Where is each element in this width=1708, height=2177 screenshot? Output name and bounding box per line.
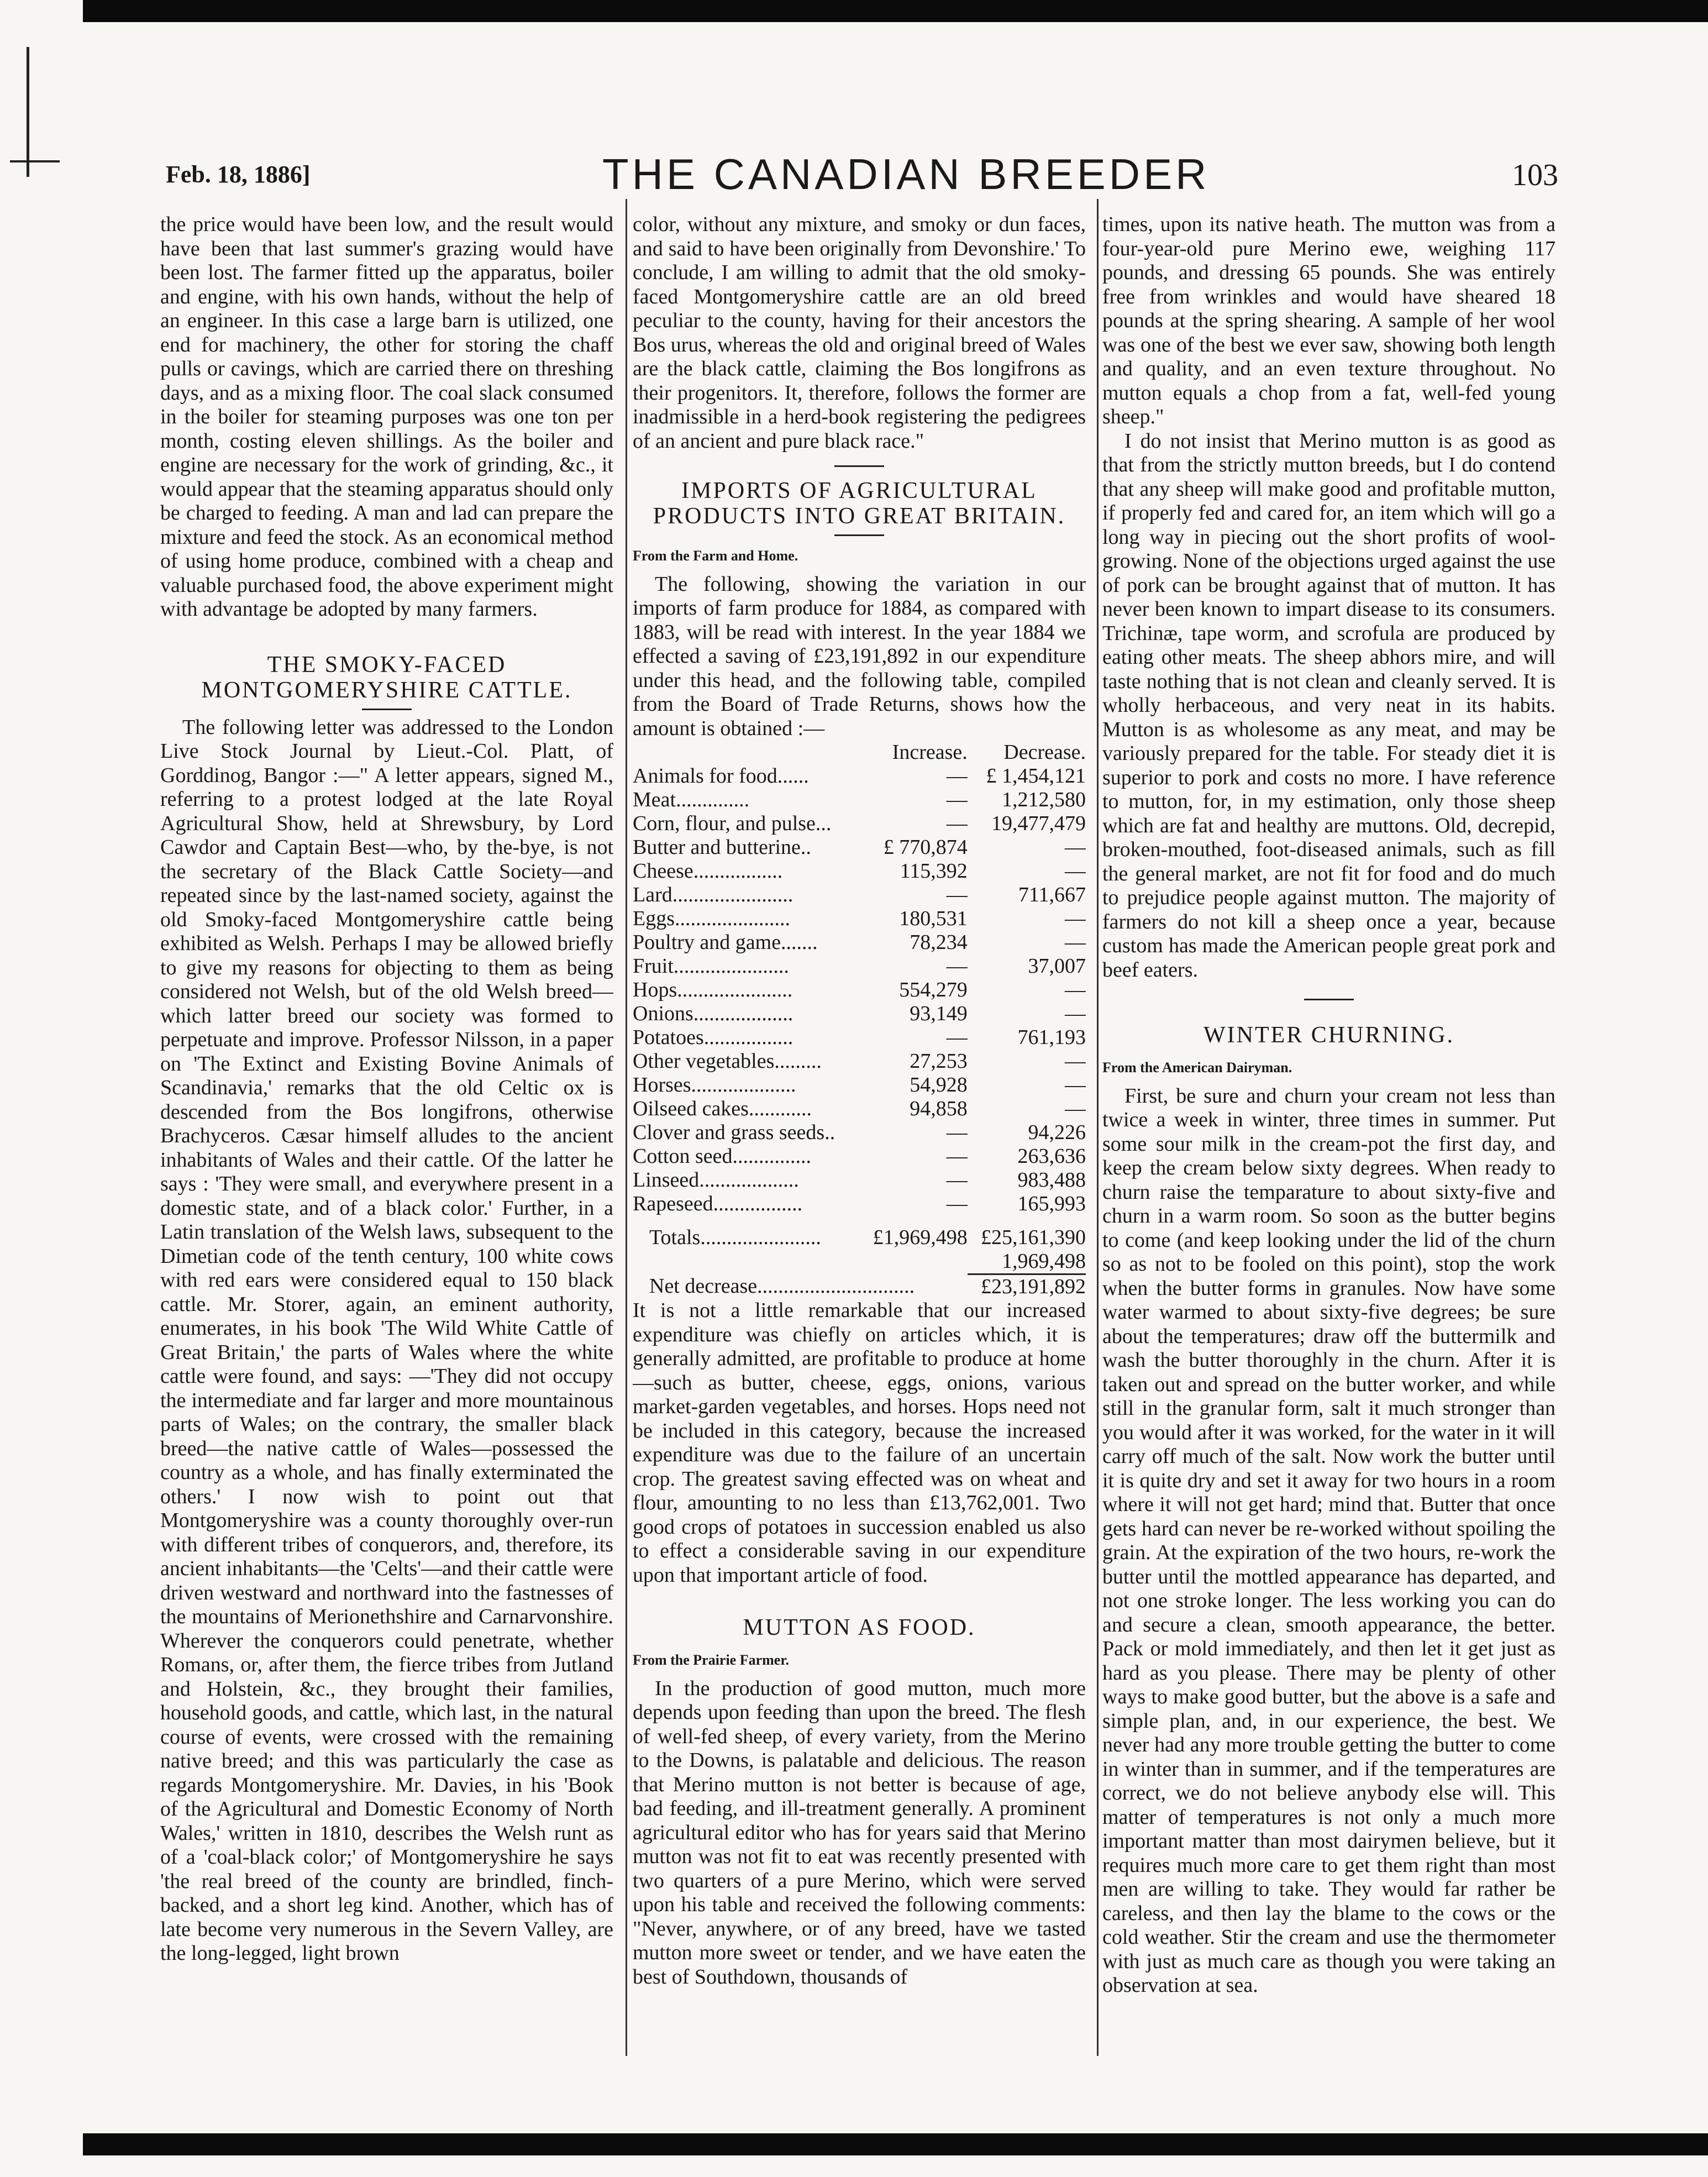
table-row	[633, 1145, 1086, 1168]
article-headline: THE SMOKY-FACED MONTGOMERYSHIRE CATTLE.	[201, 652, 572, 703]
divider	[362, 709, 412, 710]
table-cell-item: Meat..............	[633, 788, 750, 811]
paragraph: In the production of good mutton, much more depends upon feeding than upon the breed. The flesh of well-fed sheep, of every variety, from the Merino to the Downs, is palatable and delicious. The reason that Merino mutton is not better is because of age, bad feeding, and ill-treatment generally. A prominent agricultural editor who has for years said that Merino mutton was not fit to eat was recently presented with two quarters of a pure Merino, which were served upon his table and received the following comments: "Never, anywhere, or of any breed, have we tasted mutton more sweet or tender, and we have eaten the best of Southdown, thousands of	[633, 1676, 1086, 1989]
column-divider	[626, 199, 627, 2056]
table-cell-increase: —	[946, 1026, 968, 1049]
table-cell-increase: —	[946, 1145, 968, 1168]
table-cell-increase: —	[946, 883, 968, 906]
table-row	[633, 907, 1086, 931]
table-row	[633, 1121, 1086, 1145]
table-row	[633, 812, 1086, 836]
table-cell-item: Corn, flour, and pulse...	[633, 812, 832, 835]
net-value: £23,191,892	[981, 1275, 1086, 1298]
paragraph: The following letter was addressed to the London Live Stock Journal by Lieut.-Col. Platt, of Gorddinog, Bangor :—" A letter appears, signed M., referring to a protest lodged at the late Royal Agricultural Show, held at Shrewsbury, by Lord Cawdor and Captain Best—who, by the-bye, is not the secretary of the Black Cattle Society—and repeated since by the last-named society, against the old Smoky-faced Montgomeryshire cattle being exhibited as Welsh. Perhaps I may be allowed briefly to give my reasons for objecting to them as being considered not Welsh, but of the old Welsh breed—which latter breed our society was formed to perpetuate and improve. Professor Nilsson, in a paper on 'The Extinct and Existing Bovine Animals of Scandinavia,' remarks that the old Celtic ox is descended from the Bos longifrons, otherwise Brachyceros. Cæsar himself alludes to the ancient inhabitants of Wales and their cattle. Of the latter he says : 'They were small, and everywhere present in a domestic state, and of a black color.' Further, in a Latin translation of the Welsh laws, subsequent to the Dimetian code of the tenth century, 100 white cows with red ears were considered equal to 150 black cattle. Mr. Storer, again, an eminent authority, enumerates, in his book 'The Wild White Cattle of Great Britain,' the parts of Wales where the white cattle were found, and says: —'They did not occupy the intermediate and far larger and more mountainous parts of Wales; on the contrary, the smaller black breed—the native cattle of Wales—possessed the country as a whole, and has finally exterminated the others.' I now wish to point out that Montgomeryshire was a county thoroughly over-run with different tribes of conquerors, and, therefore, its ancient inhabitants—the 'Celts'—and their cattle were driven westward and northward into the fastnesses of the mountains of Merionethshire and Carnarvonshire. Wherever the conquerors could penetrate, whether Romans, or, after them, the fierce tribes from Jutland and Holstein, &c., they brought their families, household goods, and cattle, which last, in the natural course of events, were crossed with the remaining native breed; and this was particularly the case as regards Montgomeryshire. Mr. Davies, in his 'Book of the Agricultural and Domestic Economy of North Wales,' written in 1810, describes the Welsh runt as of a 'coal-black color;' of Montgomeryshire he says 'the real breed of the county are brindled, finch-backed, and a short leg kind. Another, which has of late become very numerous in the Severn Valley, are the long-legged, light brown	[160, 715, 613, 1965]
table-cell-item: Fruit......................	[633, 954, 789, 978]
divider	[834, 534, 884, 536]
table-cell-decrease: 37,007	[1028, 954, 1086, 978]
table-row	[633, 931, 1086, 954]
table-cell-decrease: 761,193	[1017, 1026, 1086, 1049]
table-cell-increase: 78,234	[910, 931, 968, 954]
table-cell-decrease: £ 1,454,121	[986, 764, 1086, 788]
masthead-title: THE CANADIAN BREEDER	[602, 150, 1210, 198]
table-cell-increase: —	[946, 1192, 968, 1215]
table-row	[633, 1073, 1086, 1097]
table-cell-item: Poultry and game.......	[633, 931, 818, 954]
table-row	[633, 1192, 1086, 1216]
table-header: Decrease.	[1003, 741, 1086, 764]
table-cell-increase: 27,253	[910, 1050, 968, 1073]
table-cell-decrease: —	[1065, 1050, 1086, 1073]
column-1	[160, 213, 613, 2059]
table-cell-decrease: —	[1065, 1002, 1086, 1025]
table-cell-decrease: 165,993	[1017, 1192, 1086, 1215]
table-cell-increase: —	[946, 764, 968, 788]
article-headline: MUTTON AS FOOD.	[743, 1615, 976, 1640]
table-cell-item: Eggs......................	[633, 907, 790, 930]
column-3	[1102, 213, 1555, 2059]
paragraph: the price would have been low, and the result would have been that last summer's grazing would have been lost. The farmer fitted up the apparatus, boiler and engine, with his own hands, without the help of an engineer. In this case a large barn is utilized, one end for machinery, the other for storing the chaff pulls or cavings, which are carried there on threshing days, and as a mixing floor. The coal slack consumed in the boiler for steaming purposes was one ton per month, costing eleven shillings. As the boiler and engine are necessary for the work of grinding, &c., it would appear that the steaming apparatus should only be charged to feeding. A man and lad can prepare the mixture and feed the stock. As an economical method of using home produce, combined with a cheap and valuable purchased food, the above experiment might with advantage be adopted by many farmers.	[160, 213, 613, 621]
article-source: From the Farm and Home.	[633, 548, 798, 564]
table-cell-item: Hops......................	[633, 978, 793, 1001]
table-row	[633, 859, 1086, 883]
table-cell-decrease: —	[1065, 859, 1086, 883]
table-cell-decrease: —	[1065, 1073, 1086, 1097]
table-cell-increase: —	[946, 954, 968, 978]
table-row	[633, 1050, 1086, 1073]
column-2	[633, 213, 1086, 2059]
table-cell-item: Butter and butterine..	[633, 836, 811, 859]
imports-table	[633, 741, 1086, 1299]
table-cell-increase: 554,279	[899, 978, 968, 1001]
table-cell-item: Linseed...................	[633, 1168, 799, 1192]
table-row	[633, 788, 1086, 812]
table-row	[633, 1026, 1086, 1050]
table-row	[633, 978, 1086, 1002]
less-value: 1,969,498	[968, 1250, 1086, 1274]
paragraph: times, upon its native heath. The mutton was from a four-year-old pure Merino ewe, weighing 117 pounds, and dressing 65 pounds. She was entirely free from wrinkles and would have sheared 18 pounds at the spring shearing. A sample of her wool was one of the best we ever saw, showing both length and quality, and an even texture throughout. No mutton equals a chop from a fat, well-fed young sheep."	[1102, 213, 1555, 428]
table-cell-increase: £ 770,874	[883, 836, 968, 859]
table-cell-decrease: 983,488	[1017, 1168, 1086, 1192]
table-row	[633, 1168, 1086, 1192]
table-row	[633, 1097, 1086, 1121]
table-header-row	[633, 741, 1086, 764]
table-cell-item: Animals for food......	[633, 764, 809, 788]
table-row	[633, 954, 1086, 978]
paragraph: It is not a little remarkable that our increased expenditure was chiefly on articles which, it is generally admitted, are profitable to produce at home—such as butter, cheese, eggs, onions, various market-garden vegetables, and horses. Hops need not be included in this category, because the increased expenditure was due to the failure of an uncertain crop. The greatest saving effected was on wheat and flour, amounting to no less than £13,762,001. Two good crops of potatoes in succession enabled us also to effect a considerable saving in our expenditure upon that important article of food.	[633, 1299, 1086, 1587]
paragraph: First, be sure and churn your cream not less than twice a week in winter, three times in summer. Put some sour milk in the cream-pot the first day, and keep the cream below sixty degrees. When ready to churn raise the temparature to about sixty-five and churn in a warm room. So soon as the butter begins to come (and keep looking under the lid of the churn so as not to be fooled on this point), stop the work when the butter forms in granules. Now have some water warmed to about sixty-five degrees; be sure about the temperatures; draw off the buttermilk and wash the butter thoroughly in the churn. After it is taken out and spread on the butter worker, and while still in the granular form, salt it much stronger than you would after it was worked, for the water in it will carry off much of the salt. Now work the butter until it is quite dry and set it away for two hours in a room where it will not get hard; mind that. Butter that once gets hard can never be re-worked without spoiling the grain. At the expiration of the two hours, re-work the butter until the mottled appearance has departed, and not one stroke longer. The less working you can do and secure a clean, smooth appearance, the better. Pack or mold immediately, and then let it get just as hard as you please. There may be plenty of other ways to make good butter, but the above is a safe and simple plan, and, in our experience, the best. We never had any more trouble getting the butter to come in winter than in summer, and if the temperatures are correct, we do not believe anybody else will. This matter of temperatures is not only a much more important matter than most dairymen believe, but it requires much more care to get them right than most men are willing to take. They would far rather be careless, and then lay the blame to the cows or the cold weather. Stir the cream and use the thermometer with just as much care as though you were taking an observation at sea.	[1102, 1084, 1555, 1997]
table-cell-item: Cotton seed...............	[633, 1145, 811, 1168]
table-cell-increase: 94,858	[910, 1097, 968, 1120]
table-cell-increase: 115,392	[900, 859, 968, 883]
table-cell-decrease: 711,667	[1018, 883, 1086, 906]
totals-label: Totals.......................	[649, 1226, 821, 1249]
table-cell-item: Clover and grass seeds..	[633, 1121, 835, 1144]
table-cell-increase: 54,928	[910, 1073, 968, 1097]
table-cell-item: Potatoes.................	[633, 1026, 793, 1049]
table-cell-decrease: —	[1065, 907, 1086, 930]
table-cell-decrease: 263,636	[1017, 1145, 1086, 1168]
divider	[1304, 999, 1354, 1000]
table-row	[633, 764, 1086, 788]
totals-decrease: £25,161,390	[981, 1226, 1086, 1249]
table-cell-decrease: —	[1065, 1097, 1086, 1120]
table-row	[633, 1002, 1086, 1026]
paragraph: I do not insist that Merino mutton is as good as that from the strictly mutton breeds, but I do contend that any sheep will make good and profitable mutton, if properly fed and cared for, an item which will go a long way in piecing out the short profits of wool-growing. None of the objections urged against the use of pork can be brought against that of mutton. It has never been known to impart disease to its consumers. Trichinæ, tape worm, and scrofula are produced by eating other meats. The sheep abhors mire, and will taste nothing that is not clean and cleanly served. It is wholly herbaceous, and very neat in its habits. Mutton is as wholesome as any meat, and may be variously prepared for the table. For steady diet it is superior to pork and costs no more. I have reference to mutton, for, in my estimation, only those sheep which are fat and healthy are muttons. Old, decrepid, broken-mouthed, foot-diseased animals, such as fill the general market, are not fit for food and do much to prejudice people against mutton. The majority of farmers do not kill a sheep once a year, because custom has made the American people great pork and beef eaters.	[1102, 429, 1555, 982]
article-source: From the American Dairyman.	[1102, 1059, 1292, 1076]
net-row	[633, 1274, 1086, 1299]
table-cell-increase: —	[946, 812, 968, 835]
table-cell-increase: 93,149	[910, 1002, 968, 1025]
margin-mark	[10, 160, 60, 162]
table-cell-decrease: 94,226	[1028, 1121, 1086, 1144]
table-cell-item: Other vegetables.........	[633, 1050, 822, 1073]
table-cell-item: Onions...................	[633, 1002, 793, 1025]
table-cell-item: Rapeseed.................	[633, 1192, 803, 1215]
table-cell-increase: —	[946, 788, 968, 811]
table-cell-increase: —	[946, 1121, 968, 1144]
table-cell-decrease: 19,477,479	[991, 812, 1086, 835]
table-header: Increase.	[892, 741, 968, 764]
page-header	[166, 144, 1558, 199]
paragraph: The following, showing the variation in our imports of farm produce for 1884, as compared with 1883, will be read with interest. In the year 1884 we effected a saving of £23,191,892 in our expenditure under this head, and the following table, compiled from the Board of Trade Returns, shows how the amount is obtained :—	[633, 572, 1086, 740]
table-cell-increase: —	[946, 1168, 968, 1192]
table-cell-item: Lard.......................	[633, 883, 793, 906]
net-label: Net decrease..............................	[649, 1274, 915, 1298]
table-cell-increase: 180,531	[899, 907, 968, 930]
margin-mark	[27, 47, 29, 177]
table-row	[633, 883, 1086, 907]
paragraph: color, without any mixture, and smoky or dun faces, and said to have been originally from Devonshire.' To conclude, I am willing to admit that the old smoky-faced Montgomeryshire cattle are an old breed peculiar to the county, having for their ancestors the Bos urus, whereas the old and original breed of Wales are the black cattle, claiming the Bos longifrons as their progenitors. It, therefore, follows the former are inadmissible in a herd-book registering the pedigrees of an ancient and pure black race."	[633, 213, 1086, 453]
table-header	[633, 741, 861, 764]
table-cell-decrease: —	[1065, 978, 1086, 1001]
table-cell-decrease: 1,212,580	[1002, 788, 1086, 811]
column-divider	[1097, 199, 1099, 2056]
totals-row	[633, 1216, 1086, 1250]
table-row	[633, 836, 1086, 859]
totals-increase: £1,969,498	[873, 1226, 968, 1249]
less-row	[633, 1250, 1086, 1274]
table-cell-decrease: —	[1065, 931, 1086, 954]
issue-date: Feb. 18, 1886]	[166, 161, 311, 188]
top-border	[83, 0, 1708, 22]
table-cell-item: Oilseed cakes............	[633, 1097, 812, 1120]
article-headline: WINTER CHURNING.	[1204, 1022, 1454, 1048]
divider	[834, 465, 884, 467]
article-headline: IMPORTS OF AGRICULTURAL PRODUCTS INTO GREAT BRITAIN.	[653, 478, 1066, 529]
table-cell-decrease: —	[1065, 836, 1086, 859]
page-number: 103	[1512, 158, 1558, 192]
table-cell-item: Cheese.................	[633, 859, 783, 883]
bottom-border	[83, 2133, 1708, 2155]
article-source: From the Prairie Farmer.	[633, 1652, 789, 1668]
table-cell-item: Horses....................	[633, 1073, 796, 1097]
